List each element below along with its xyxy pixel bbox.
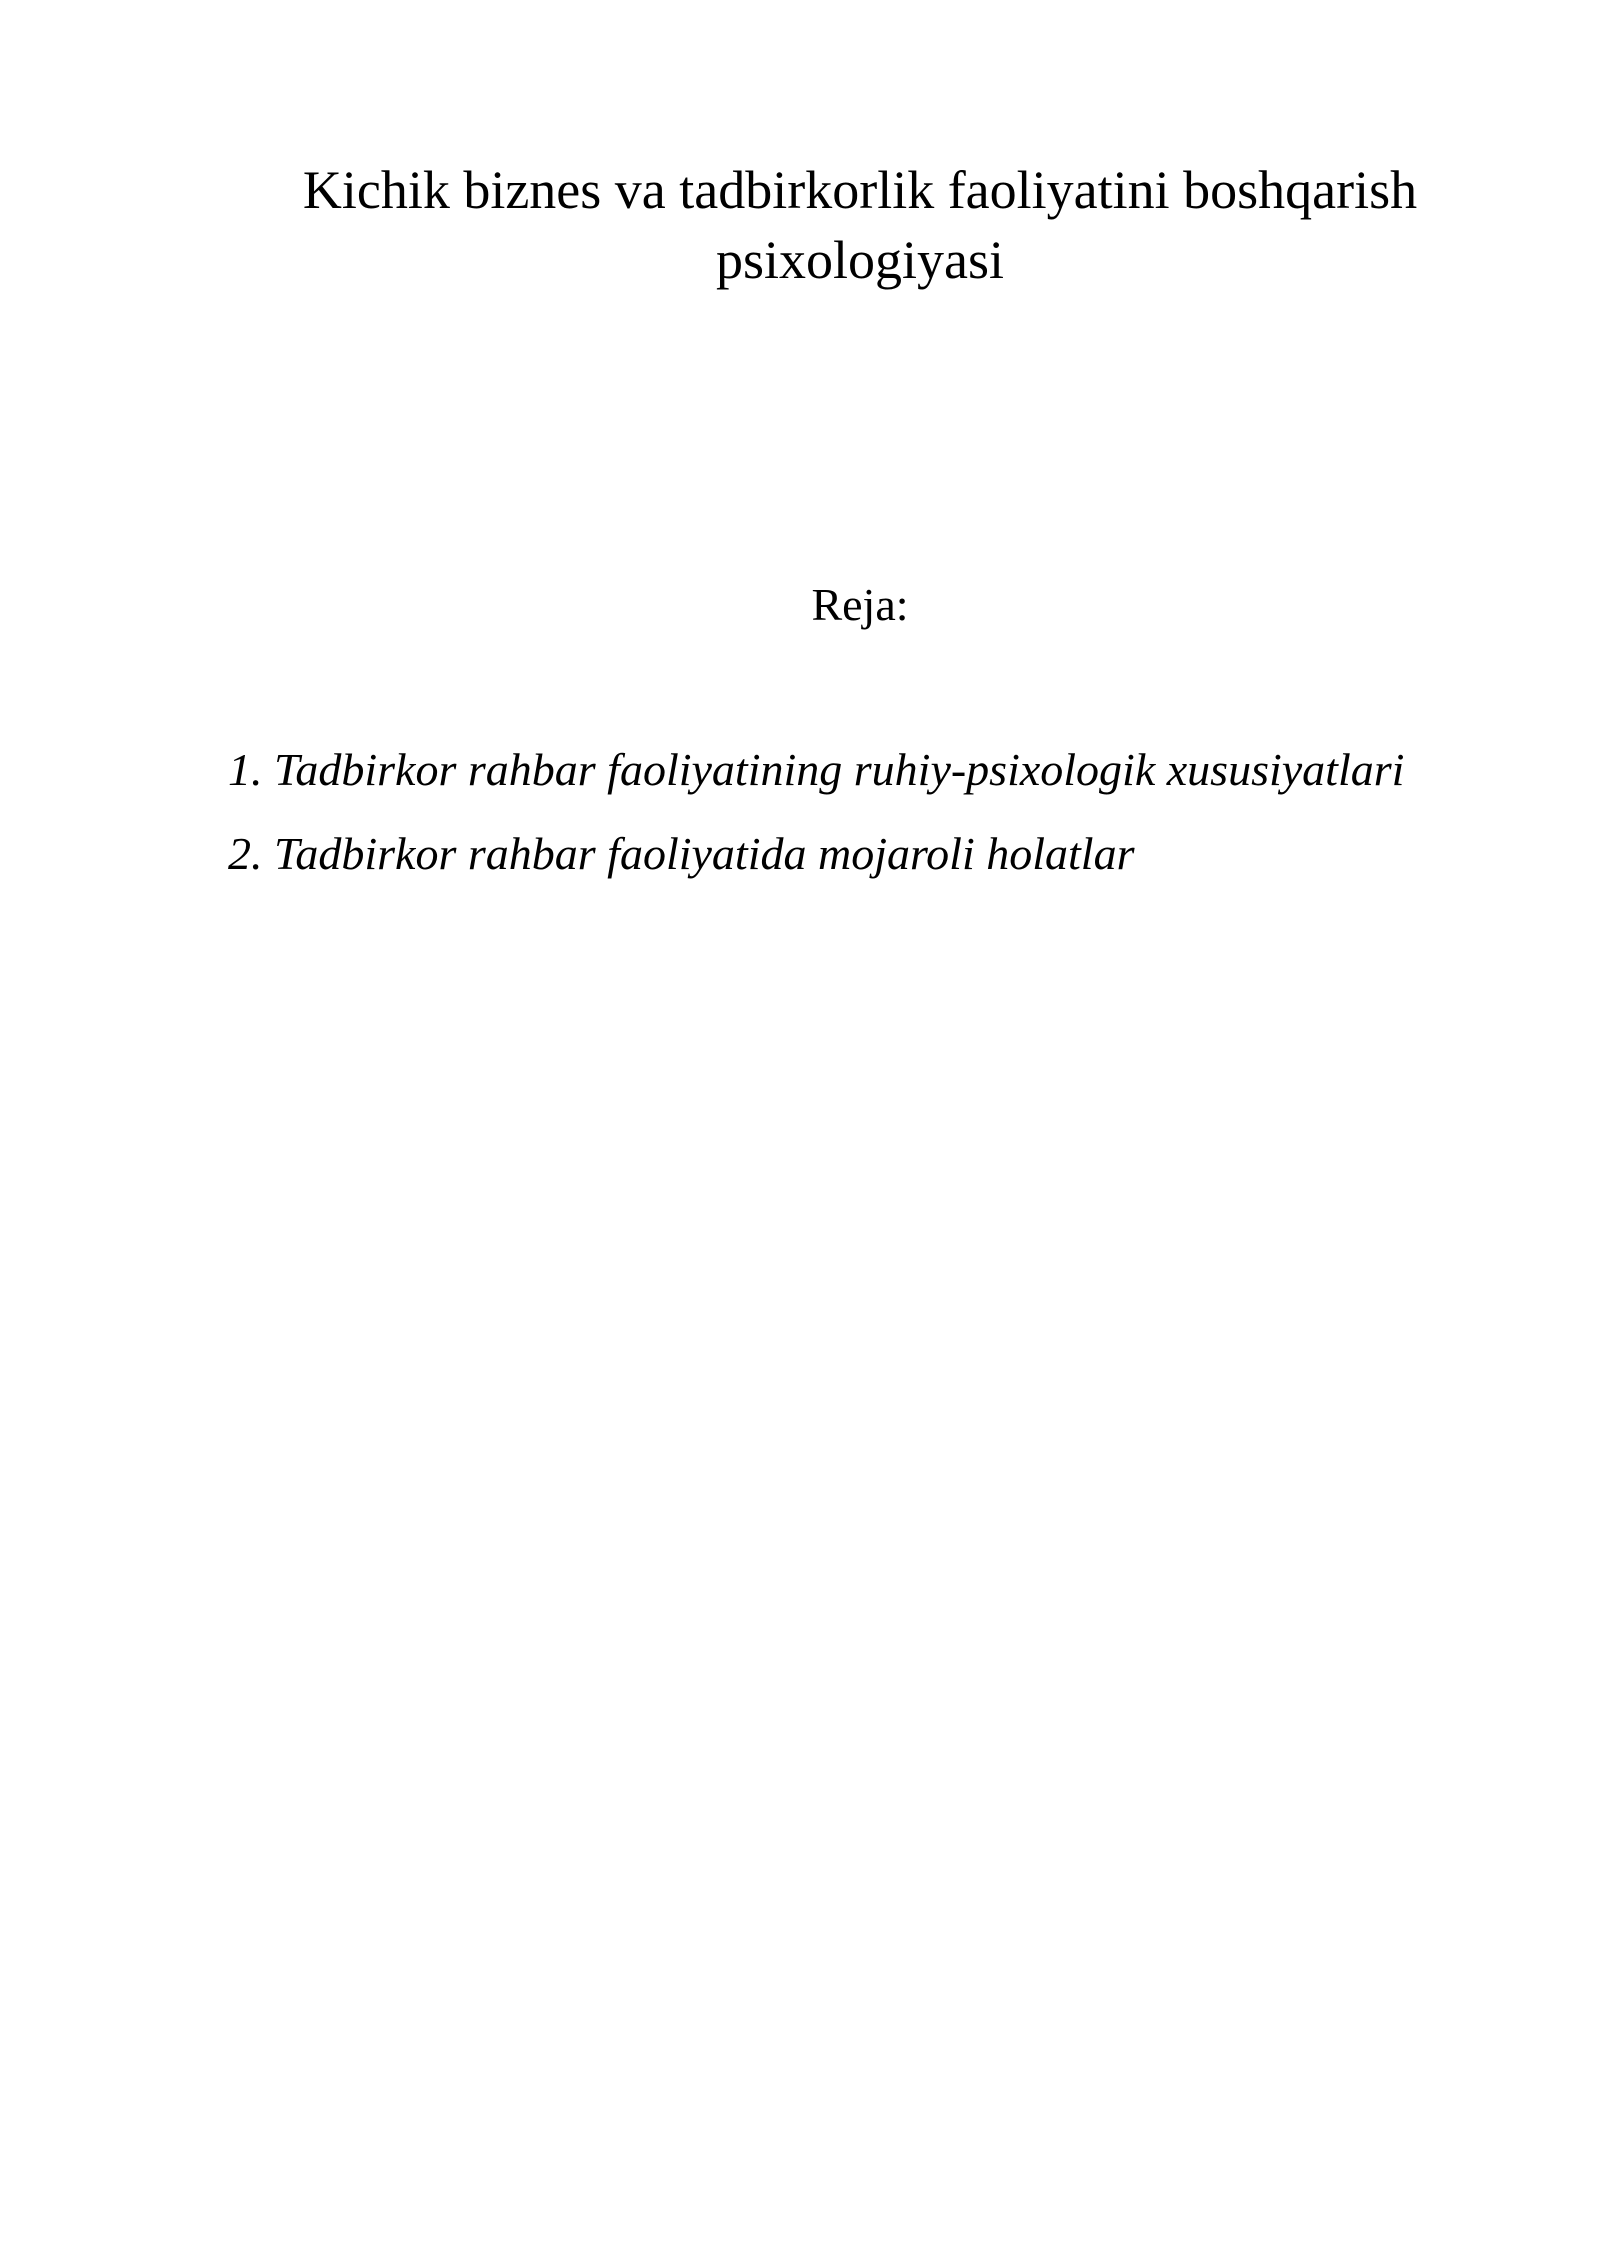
document-title-line-1: Kichik biznes va tadbirkorlik faoliyatini boshqarish xyxy=(302,160,1418,220)
document-title xyxy=(200,155,1520,295)
plan-heading: Reja: xyxy=(811,579,909,630)
plan-item-2: 2. Tadbirkor rahbar faoliyatida mojaroli holatlar xyxy=(228,828,1135,879)
plan-item-1: 1. Tadbirkor rahbar faoliyatining ruhiy-psixologik xususiyatlari xyxy=(228,744,1405,795)
plan-list xyxy=(228,740,1528,908)
document-title-line-2: psixologiyasi xyxy=(715,230,1004,290)
